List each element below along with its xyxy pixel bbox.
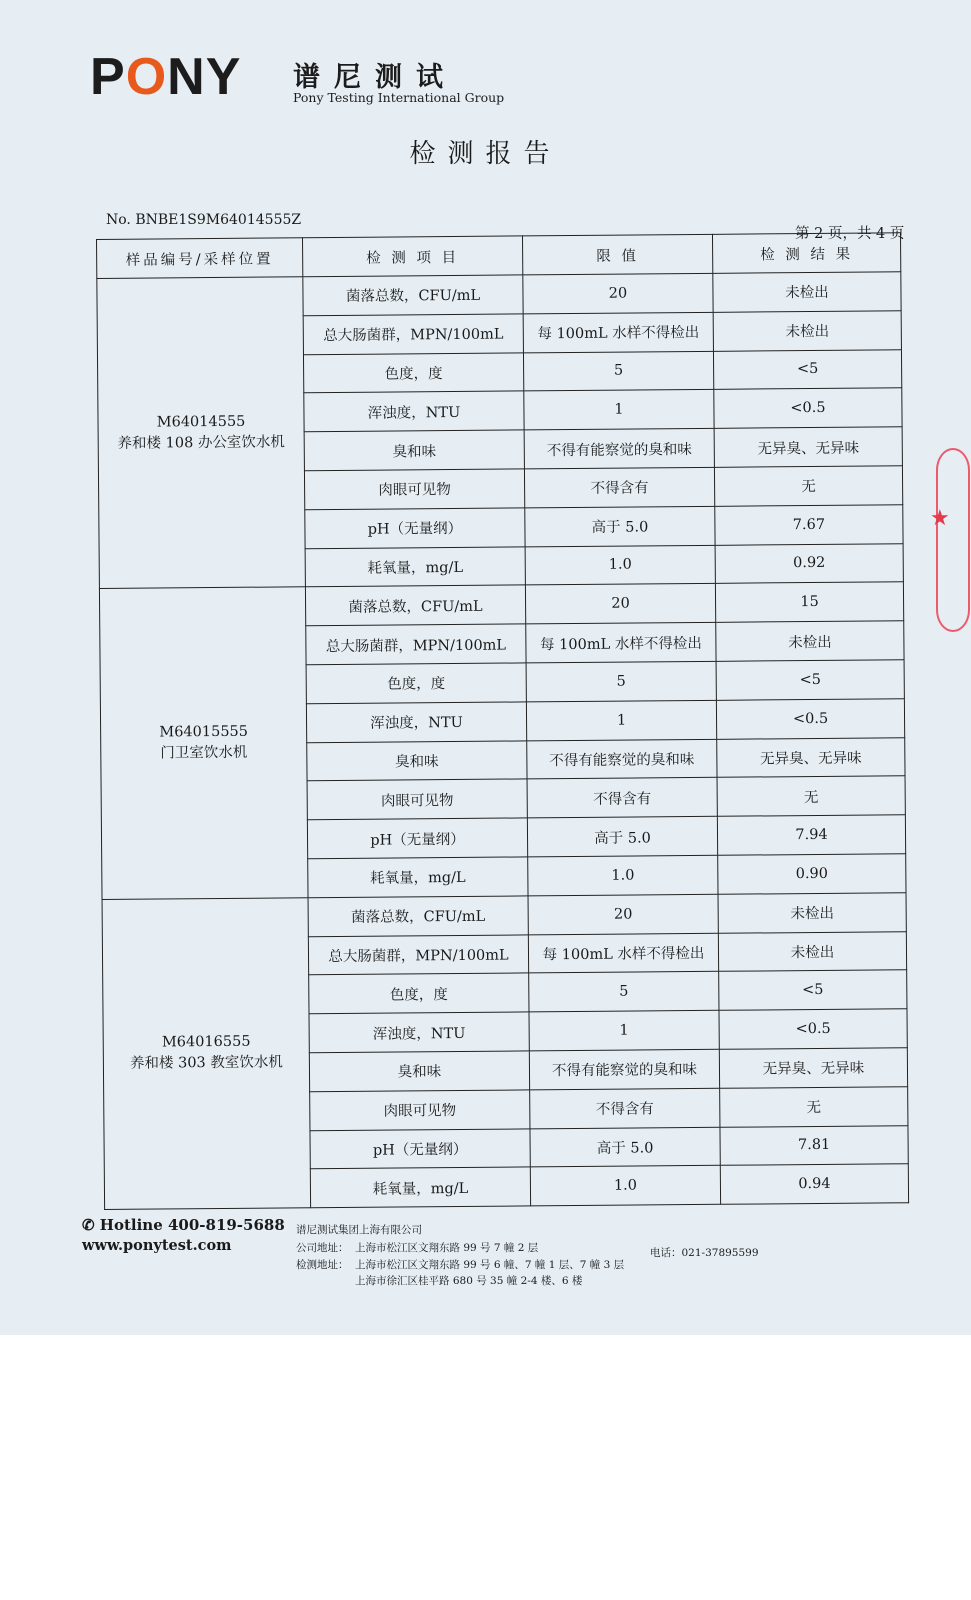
header-item: 检 测 项 目	[302, 236, 522, 277]
company-address	[296, 1240, 538, 1255]
cell-limit: 20	[528, 894, 718, 934]
cell-result: 无异臭、无异味	[719, 1048, 907, 1088]
report-title: 检测报告	[409, 139, 562, 169]
cell-limit: 高于 5.0	[527, 816, 717, 856]
cell-item: 臭和味	[309, 1051, 529, 1092]
cell-item: 总大肠菌群，MPN/100mL	[306, 624, 526, 665]
cell-limit: 不得含有	[527, 778, 717, 818]
cell-item: 菌落总数，CFU/mL	[303, 275, 523, 316]
header-sample: 样品编号/采样位置	[97, 238, 303, 279]
cell-result: 无	[714, 466, 902, 506]
cell-item: 总大肠菌群，MPN/100mL	[303, 314, 523, 355]
cell-item: 色度，度	[309, 973, 529, 1014]
website-link[interactable]: www.ponytest.com	[82, 1237, 232, 1254]
cell-limit: 1	[526, 700, 716, 740]
cell-result: <0.5	[714, 388, 902, 428]
sample-location: 养和楼 108 办公室饮水机	[117, 434, 285, 452]
cell-item: 总大肠菌群，MPN/100mL	[308, 934, 528, 975]
cell-limit: 不得有能察觉的臭和味	[524, 429, 714, 469]
cell-item: 肉眼可见物	[307, 779, 527, 820]
cell-item: 耗氧量，mg/L	[308, 857, 528, 898]
cell-result: 无异臭、无异味	[714, 427, 902, 467]
cell-limit: 1	[524, 390, 714, 430]
table-body	[97, 272, 909, 1210]
cell-item: 臭和味	[307, 740, 527, 781]
report-number: No. BNBE1S9M64014555Z	[106, 212, 302, 228]
cell-result: 7.67	[715, 505, 903, 545]
table-row	[102, 892, 906, 938]
table-row	[99, 582, 903, 628]
cell-item: 臭和味	[304, 430, 524, 471]
cell-item: 色度，度	[303, 353, 523, 394]
test-results-table	[96, 232, 909, 1210]
sample-id: M64014555	[156, 413, 246, 431]
cell-result: 无	[720, 1086, 908, 1126]
cell-limit: 高于 5.0	[530, 1127, 720, 1167]
cell-result: 未检出	[718, 931, 906, 971]
logo-chinese-name: 谱尼测试	[293, 62, 457, 93]
cell-limit: 每 100mL 水样不得检出	[528, 933, 718, 973]
cell-item: 浑浊度，NTU	[306, 702, 526, 743]
test-address-value-1: 上海市松江区文翔东路 99 号 6 幢、7 幢 1 层、7 幢 3 层	[355, 1259, 625, 1271]
company-address-label: 公司地址：	[296, 1242, 349, 1254]
cell-item: 肉眼可见物	[304, 469, 524, 510]
cell-result: 无	[717, 776, 905, 816]
cell-limit: 1.0	[528, 855, 718, 895]
cell-result: 未检出	[713, 311, 901, 351]
cell-result: 未检出	[716, 621, 904, 661]
table-header-row	[97, 233, 901, 279]
sample-location: 门卫室饮水机	[160, 744, 248, 762]
cell-item: 菌落总数，CFU/mL	[308, 896, 528, 937]
sample-cell	[102, 897, 311, 1209]
cell-limit: 1.0	[530, 1166, 720, 1206]
cell-limit: 不得含有	[530, 1088, 720, 1128]
test-address-label: 检测地址：	[296, 1259, 349, 1271]
cell-result: 7.94	[717, 815, 905, 855]
cell-result: 0.92	[715, 543, 903, 583]
sample-cell	[97, 277, 306, 589]
cell-result: 15	[715, 582, 903, 622]
cell-result: <5	[716, 660, 904, 700]
cell-result: 0.94	[720, 1164, 908, 1204]
cell-item: pH（无量纲）	[310, 1128, 530, 1169]
test-address	[296, 1257, 624, 1272]
test-address-value-2: 上海市徐汇区桂平路 680 号 35 幢 2-4 楼、6 楼	[355, 1275, 583, 1287]
test-address-line-2	[296, 1273, 582, 1288]
cell-limit: 20	[525, 584, 715, 624]
cell-limit: 5	[526, 661, 716, 701]
cell-result: 7.81	[720, 1125, 908, 1165]
cell-item: 耗氧量，mg/L	[310, 1167, 530, 1208]
cell-item: pH（无量纲）	[307, 818, 527, 859]
cell-limit: 20	[523, 273, 713, 313]
header-result: 检 测 结 果	[712, 233, 900, 274]
cell-result: <5	[713, 349, 901, 389]
sample-id: M64015555	[159, 723, 249, 741]
cell-item: 浑浊度，NTU	[304, 391, 524, 432]
cell-result: <0.5	[716, 699, 904, 739]
cell-result: 未检出	[713, 272, 901, 312]
sample-location: 养和楼 303 教室饮水机	[129, 1054, 283, 1073]
cell-item: 菌落总数，CFU/mL	[305, 585, 525, 626]
cell-limit: 5	[523, 351, 713, 391]
seal-stamp	[930, 448, 950, 628]
cell-limit: 1	[529, 1010, 719, 1050]
cell-result: 0.90	[718, 854, 906, 894]
cell-result: 无异臭、无异味	[717, 737, 905, 777]
cell-item: 耗氧量，mg/L	[305, 546, 525, 587]
cell-limit: 1.0	[525, 545, 715, 585]
cell-item: 色度，度	[306, 663, 526, 704]
cell-limit: 每 100mL 水样不得检出	[523, 312, 713, 352]
header-limit: 限 值	[522, 234, 712, 275]
logo-wordmark: PONY	[90, 48, 242, 106]
logo-english-name: Pony Testing International Group	[293, 90, 505, 105]
seal-star-icon: ★	[930, 506, 950, 531]
seal-ring	[936, 448, 970, 632]
cell-limit: 每 100mL 水样不得检出	[526, 622, 716, 662]
phone-number: 电话：021-37895599	[650, 1247, 759, 1259]
sample-cell	[99, 587, 308, 899]
hotline: ✆ Hotline 400-819-5688	[82, 1216, 285, 1234]
cell-limit: 不得有能察觉的臭和味	[527, 739, 717, 779]
cell-item: 肉眼可见物	[310, 1090, 530, 1131]
company-address-value: 上海市松江区文翔东路 99 号 7 幢 2 层	[355, 1242, 539, 1254]
cell-result: 未检出	[718, 892, 906, 932]
cell-limit: 不得有能察觉的臭和味	[529, 1049, 719, 1089]
table-row	[97, 272, 901, 318]
page-indicator: 第 2 页，共 4 页	[795, 226, 905, 242]
cell-limit: 5	[529, 972, 719, 1012]
company-name: 谱尼测试集团上海有限公司	[296, 1224, 422, 1236]
cell-result: <5	[719, 970, 907, 1010]
cell-limit: 不得含有	[524, 467, 714, 507]
cell-result: <0.5	[719, 1009, 907, 1049]
cell-limit: 高于 5.0	[525, 506, 715, 546]
cell-item: pH（无量纲）	[305, 508, 525, 549]
sample-id: M64016555	[161, 1034, 251, 1051]
cell-item: 浑浊度，NTU	[309, 1012, 529, 1053]
